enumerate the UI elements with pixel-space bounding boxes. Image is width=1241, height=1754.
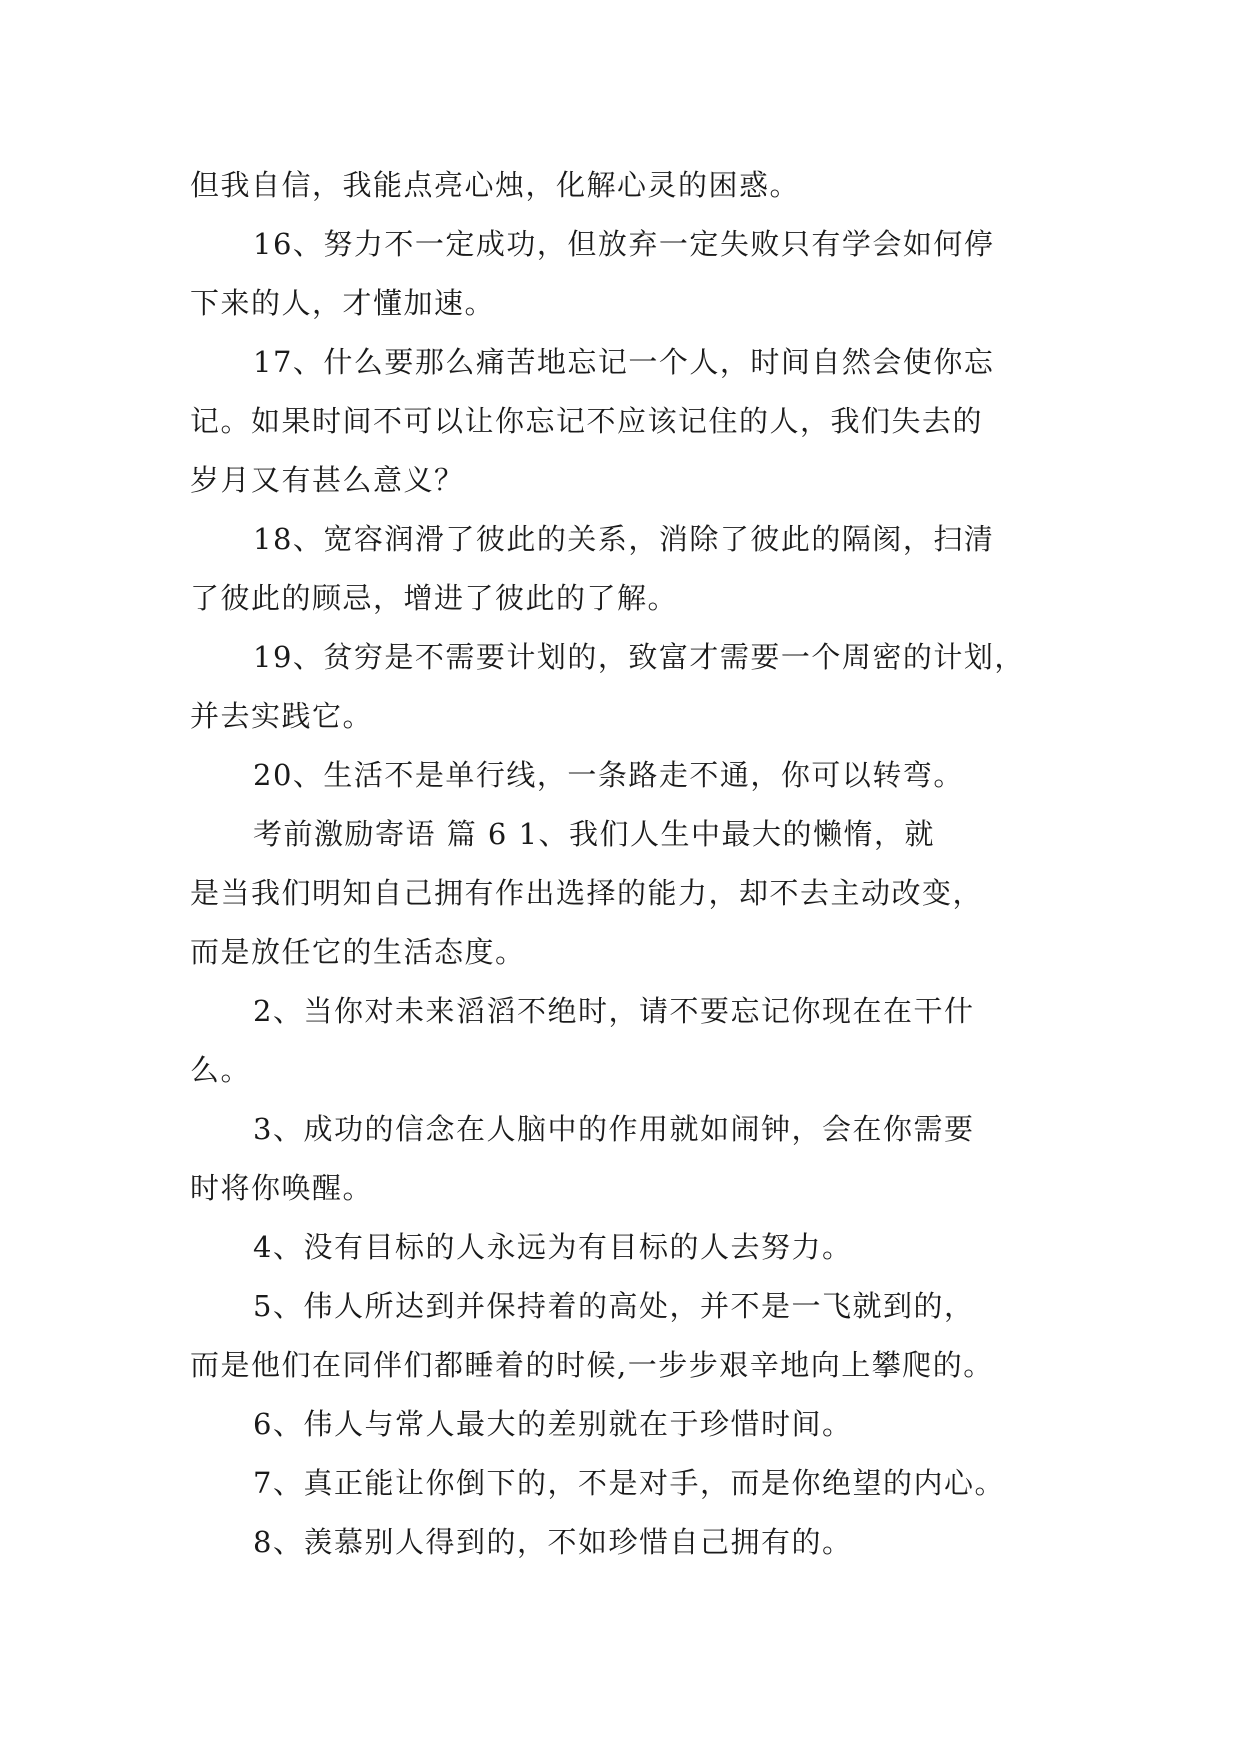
text-line: 18、宽容润滑了彼此的关系，消除了彼此的隔阂，扫清: [253, 522, 995, 556]
text-line: 了彼此的顾忌，增进了彼此的了解。: [190, 581, 679, 615]
text-line: 16、努力不一定成功，但放弃一定失败只有学会如何停: [253, 227, 995, 261]
section-heading-line: 考前激励寄语 篇 6 1、我们人生中最大的懒惰，就: [253, 817, 936, 851]
text-line: 记。如果时间不可以让你忘记不应该记住的人，我们失去的: [190, 404, 984, 438]
text-line: 而是放任它的生活态度。: [190, 935, 526, 969]
text-line: 时将你唤醒。: [190, 1171, 374, 1205]
text-line: 20、生活不是单行线，一条路走不通，你可以转弯。: [253, 758, 964, 792]
text-line: 2、当你对未来滔滔不绝时，请不要忘记你现在在干什: [253, 994, 975, 1028]
text-line: 而是他们在同伴们都睡着的时候,一步步艰辛地向上攀爬的。: [190, 1348, 994, 1382]
text-line: 下来的人，才懂加速。: [190, 286, 496, 320]
text-line: 17、什么要那么痛苦地忘记一个人，时间自然会使你忘: [253, 345, 995, 379]
text-line: 19、贫穷是不需要计划的，致富才需要一个周密的计划，: [253, 640, 1025, 674]
text-line: 7、真正能让你倒下的，不是对手，而是你绝望的内心。: [253, 1466, 1005, 1500]
text-line: 6、伟人与常人最大的差别就在于珍惜时间。: [253, 1407, 853, 1441]
text-line: 5、伟人所达到并保持着的高处，并不是一飞就到的，: [253, 1289, 975, 1323]
text-line: 但我自信，我能点亮心烛，化解心灵的困惑。: [190, 168, 801, 202]
text-line: 4、没有目标的人永远为有目标的人去努力。: [253, 1230, 853, 1264]
text-line: 并去实践它。: [190, 699, 374, 733]
text-line: 是当我们明知自己拥有作出选择的能力，却不去主动改变，: [190, 876, 984, 910]
text-line: 3、成功的信念在人脑中的作用就如闹钟，会在你需要: [253, 1112, 975, 1146]
text-line: 岁月又有甚么意义？: [190, 463, 465, 497]
text-line: 么。: [190, 1053, 252, 1087]
text-line: 8、羡慕别人得到的，不如珍惜自己拥有的。: [253, 1525, 853, 1559]
